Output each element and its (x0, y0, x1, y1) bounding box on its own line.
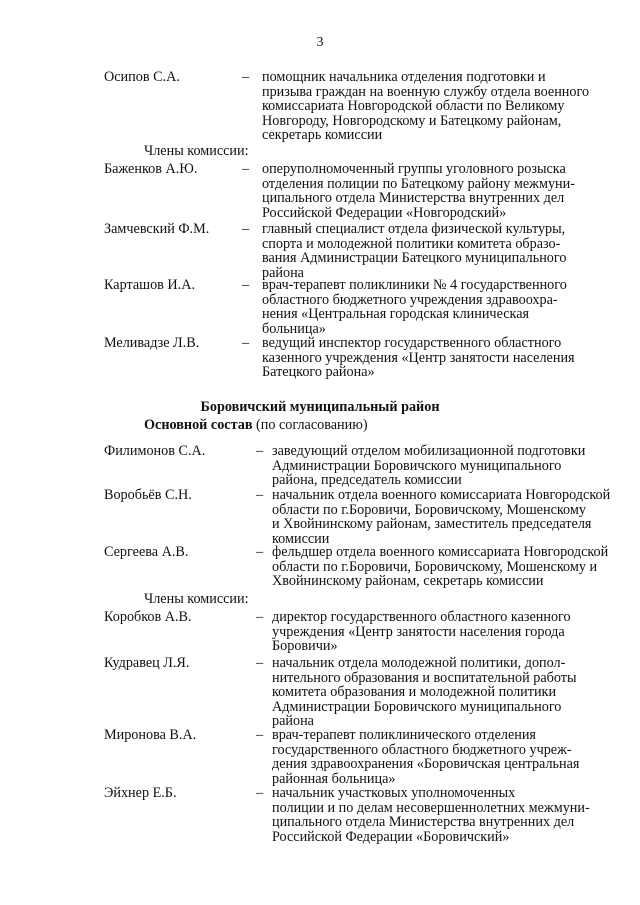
person-name: Кудравец Л.Я. (104, 655, 190, 671)
description-line: области по г.Боровичи, Боровичскому, Мошенскому и (272, 558, 598, 575)
dash: – (242, 161, 250, 177)
person-name: Замчевский Ф.М. (104, 221, 210, 237)
description-line: Администрации Боровичского муниципального (272, 457, 562, 474)
description-line: ципального отдела Министерства внутренних дел (272, 814, 575, 830)
section-subheading (144, 418, 368, 433)
person-description (272, 656, 612, 729)
dash: – (242, 69, 250, 85)
description-line: ведущий инспектор государственного областного (262, 335, 562, 351)
dash: – (256, 487, 264, 503)
person-description (262, 222, 602, 280)
person-description (272, 488, 612, 546)
description-line: Российской Федерации «Новгородский» (262, 204, 507, 221)
dash: – (256, 727, 264, 743)
description-line: казенного учреждения «Центр занятости населения (262, 349, 575, 366)
person-description (262, 70, 602, 143)
description-line: начальник участковых уполномоченных (272, 785, 516, 801)
description-line: больница» (262, 320, 326, 337)
description-line: нительного образования и воспитательной работы (272, 669, 577, 686)
person-description (272, 786, 612, 844)
person-name: Осипов С.А. (104, 69, 180, 85)
person-description (272, 444, 612, 488)
description-line: начальник отдела военного комиссариата Новгородской (272, 487, 611, 503)
members-label: Члены комиссии: (144, 591, 249, 607)
person-name: Баженков А.Ю. (104, 161, 198, 177)
dash: – (256, 609, 264, 625)
dash: – (256, 655, 264, 671)
description-line: вания Администрации Батецкого муниципального (262, 250, 567, 266)
description-line: областного бюджетного учреждения здравоохра- (262, 291, 558, 308)
description-line: района (262, 264, 304, 281)
dash: – (242, 335, 250, 351)
description-line: главный специалист отдела физической культуры, (262, 221, 566, 237)
description-line: комитета образования и молодежной политики (272, 684, 557, 700)
page-number: 3 (316, 35, 324, 50)
description-line: отделения полиции по Батецкому району межмуни- (262, 175, 575, 192)
person-name: Воробьёв С.Н. (104, 487, 192, 503)
person-name: Филимонов С.А. (104, 443, 206, 459)
description-line: области по г.Боровичи, Боровичскому, Мошенскому (272, 501, 586, 518)
members-label: Члены комиссии: (144, 143, 249, 159)
description-line: нения «Центральная городская клиническая (262, 306, 530, 322)
description-line: полиции и по делам несовершеннолетних межмуни- (272, 799, 590, 816)
description-line: призыва граждан на военную службу отдела военного (262, 83, 590, 100)
dash: – (256, 785, 264, 801)
person-description (272, 610, 612, 654)
description-line: Боровичи» (272, 638, 338, 654)
dash: – (256, 544, 264, 560)
description-line: дения здравоохранения «Боровичская центральная (272, 756, 580, 772)
person-name: Эйхнер Е.Б. (104, 785, 177, 801)
subheading-bold: Основной состав (144, 417, 253, 433)
description-line: помощник начальника отделения подготовки и (262, 69, 546, 85)
person-description (262, 336, 602, 380)
person-description (272, 545, 612, 589)
description-line: директор государственного областного казенного (272, 609, 571, 625)
description-line: районная больница» (272, 770, 396, 787)
description-line: комиссариата Новгородской области по Великому (262, 98, 565, 114)
person-description (262, 162, 602, 220)
description-line: и Хвойнинскому районам, заместитель председателя (272, 516, 592, 532)
description-line: государственного областного бюджетного учреж- (272, 741, 572, 758)
description-line: фельдшер отдела военного комиссариата Новгородской (272, 544, 609, 560)
description-line: Батецкого района» (262, 364, 375, 380)
description-line: Российской Федерации «Боровичский» (272, 828, 510, 845)
section-heading: Боровичский муниципальный район (200, 399, 440, 415)
description-line: врач-терапевт поликлиники № 4 государственного (262, 277, 567, 293)
person-name: Карташов И.А. (104, 277, 195, 293)
person-name: Сергеева А.В. (104, 544, 189, 560)
person-name: Миронова В.А. (104, 727, 197, 743)
dash: – (256, 443, 264, 459)
description-line: начальник отдела молодежной политики, допол- (272, 655, 566, 671)
description-line: района, председатель комиссии (272, 472, 462, 488)
dash: – (242, 221, 250, 237)
description-line: района (272, 713, 314, 729)
description-line: Администрации Боровичского муниципального (272, 698, 562, 715)
description-line: спорта и молодежной политики комитета образо- (262, 235, 561, 252)
description-line: оперуполномоченный группы уголовного розыска (262, 161, 566, 177)
description-line: учреждения «Центр занятости населения города (272, 623, 565, 640)
description-line: заведующий отделом мобилизационной подготовки (272, 443, 586, 459)
subheading-note: (по согласованию) (252, 417, 368, 433)
description-line: ципального отдела Министерства внутренних дел (262, 190, 565, 206)
description-line: секретарь комиссии (262, 127, 383, 143)
description-line: Хвойнинскому районам, секретарь комиссии (272, 573, 544, 589)
person-name: Меливадзе Л.В. (104, 335, 200, 351)
description-line: врач-терапевт поликлинического отделения (272, 727, 536, 743)
description-line: комиссии (272, 530, 330, 547)
dash: – (242, 277, 250, 293)
person-description (262, 278, 602, 336)
person-description (272, 728, 612, 786)
person-name: Коробков А.В. (104, 609, 192, 625)
description-line: Новгороду, Новгородскому и Батецкому районам, (262, 112, 562, 129)
